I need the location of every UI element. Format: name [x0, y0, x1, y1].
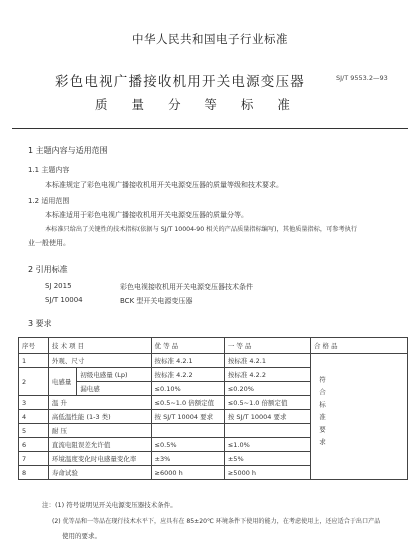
row-first — [224, 424, 310, 438]
document-title: 彩色电视广播接收机用开关电源变压器 — [55, 74, 305, 90]
column-header-no: 序号 — [19, 338, 49, 354]
section-1-1-text: 本标准规定了彩色电视广播接收机用开关电源变压器的质量等级和技术要求。 — [45, 181, 283, 189]
row-superior: ≤0.5~1.0 倍额定值 — [151, 396, 224, 410]
row-item: 寿命试验 — [48, 466, 151, 480]
row-first: 按标准 4.2.1 — [224, 354, 310, 368]
row-superior: 按标准 4.2.1 — [151, 354, 224, 368]
row-no: 1 — [19, 354, 49, 368]
section-2-heading: 2 引用标准 — [28, 265, 68, 274]
row-superior: ≤0.5% — [151, 438, 224, 452]
row-superior: ≤0.10% — [151, 382, 224, 396]
row-item: 直流电阻误差允许值 — [48, 438, 151, 452]
standard-header: 中华人民共和国电子行业标准 — [132, 32, 288, 46]
section-1-2-text-2: 本标准只给出了关键性的技术指标(依据与 SJ/T 10004-90 相关的产品质量指标编写)，其他质量指标，可参考执行 — [45, 226, 358, 233]
row-superior: ≥6000 h — [151, 466, 224, 480]
row-no: 6 — [19, 438, 49, 452]
section-1-2-text-3: 业一般使用。 — [28, 239, 70, 247]
row-item: 环境温度变化时电感量变化率 — [48, 452, 151, 466]
note-3: 使用的要求。 — [62, 532, 101, 540]
row-first: ≤0.20% — [224, 382, 310, 396]
row-item: 耐 压 — [48, 424, 151, 438]
qualified-note — [310, 354, 407, 480]
row-no: 5 — [19, 424, 49, 438]
reference-code: SJ 2015 — [45, 282, 72, 290]
row-first: ≤1.0% — [224, 438, 310, 452]
row-superior: ±3% — [151, 452, 224, 466]
column-header-first: 一 等 品 — [224, 338, 310, 354]
section-1-1-heading: 1.1 主题内容 — [28, 166, 70, 174]
row-superior: 按 SJ/T 10004 要求 — [151, 410, 224, 424]
table-bottom-rule — [18, 479, 408, 480]
row-superior — [151, 424, 224, 438]
title-divider — [12, 128, 408, 129]
section-1-2-heading: 1.2 适用范围 — [28, 197, 70, 205]
document-subtitle: 质 量 分 等 标 准 — [95, 97, 293, 112]
row-item: 漏电感 — [77, 382, 151, 396]
column-header-qualified: 合 格 品 — [310, 338, 407, 354]
standard-number: SJ/T 9553.2—93 — [336, 74, 388, 82]
row-subitem: 电感量 — [48, 368, 76, 396]
table-header-row — [19, 338, 408, 354]
note-2: (2) 优等品和一等品在现行技术水平下，应具有在 85±20℃ 环境条件下使用的能力，在考虑使用上，还应适合于出口产品 — [52, 518, 381, 525]
reference-title: BCK 型开关电源变压器 — [120, 297, 193, 305]
reference-code: SJ/T 10004 — [45, 296, 83, 304]
row-first: ≥5000 h — [224, 466, 310, 480]
section-3-heading: 3 要求 — [28, 319, 52, 328]
row-no: 8 — [19, 466, 49, 480]
row-item: 高低温性能 (1-3 类) — [48, 410, 151, 424]
row-superior: 按标准 4.2.2 — [151, 368, 224, 382]
section-1-2-text-1: 本标准适用于彩色电视广播接收机用开关电源变压器的质量分等。 — [45, 211, 248, 219]
table-row — [19, 354, 408, 368]
row-first: ≤0.5~1.0 倍额定值 — [224, 396, 310, 410]
row-first: 按 SJ/T 10004 要求 — [224, 410, 310, 424]
row-no: 3 — [19, 396, 49, 410]
row-no: 2 — [19, 368, 49, 396]
quality-grade-table — [18, 337, 408, 480]
row-first: ±5% — [224, 452, 310, 466]
row-item: 外观、尺寸 — [48, 354, 151, 368]
column-header-superior: 优 等 品 — [151, 338, 224, 354]
note-1: 注：(1) 符号说明见开关电源变压器技术条件。 — [42, 501, 177, 509]
section-1-heading: 1 主题内容与适用范围 — [28, 146, 108, 155]
row-no: 7 — [19, 452, 49, 466]
qualified-note-text: 符合标准要求 — [317, 376, 326, 451]
row-item: 初级电感量 (Lp) — [77, 368, 151, 382]
row-no: 4 — [19, 410, 49, 424]
column-header-item: 技 术 项 目 — [48, 338, 151, 354]
row-item: 温 升 — [48, 396, 151, 410]
row-first: 按标准 4.2.2 — [224, 368, 310, 382]
reference-title: 彩色电视接收机用开关电源变压器技术条件 — [120, 283, 253, 291]
